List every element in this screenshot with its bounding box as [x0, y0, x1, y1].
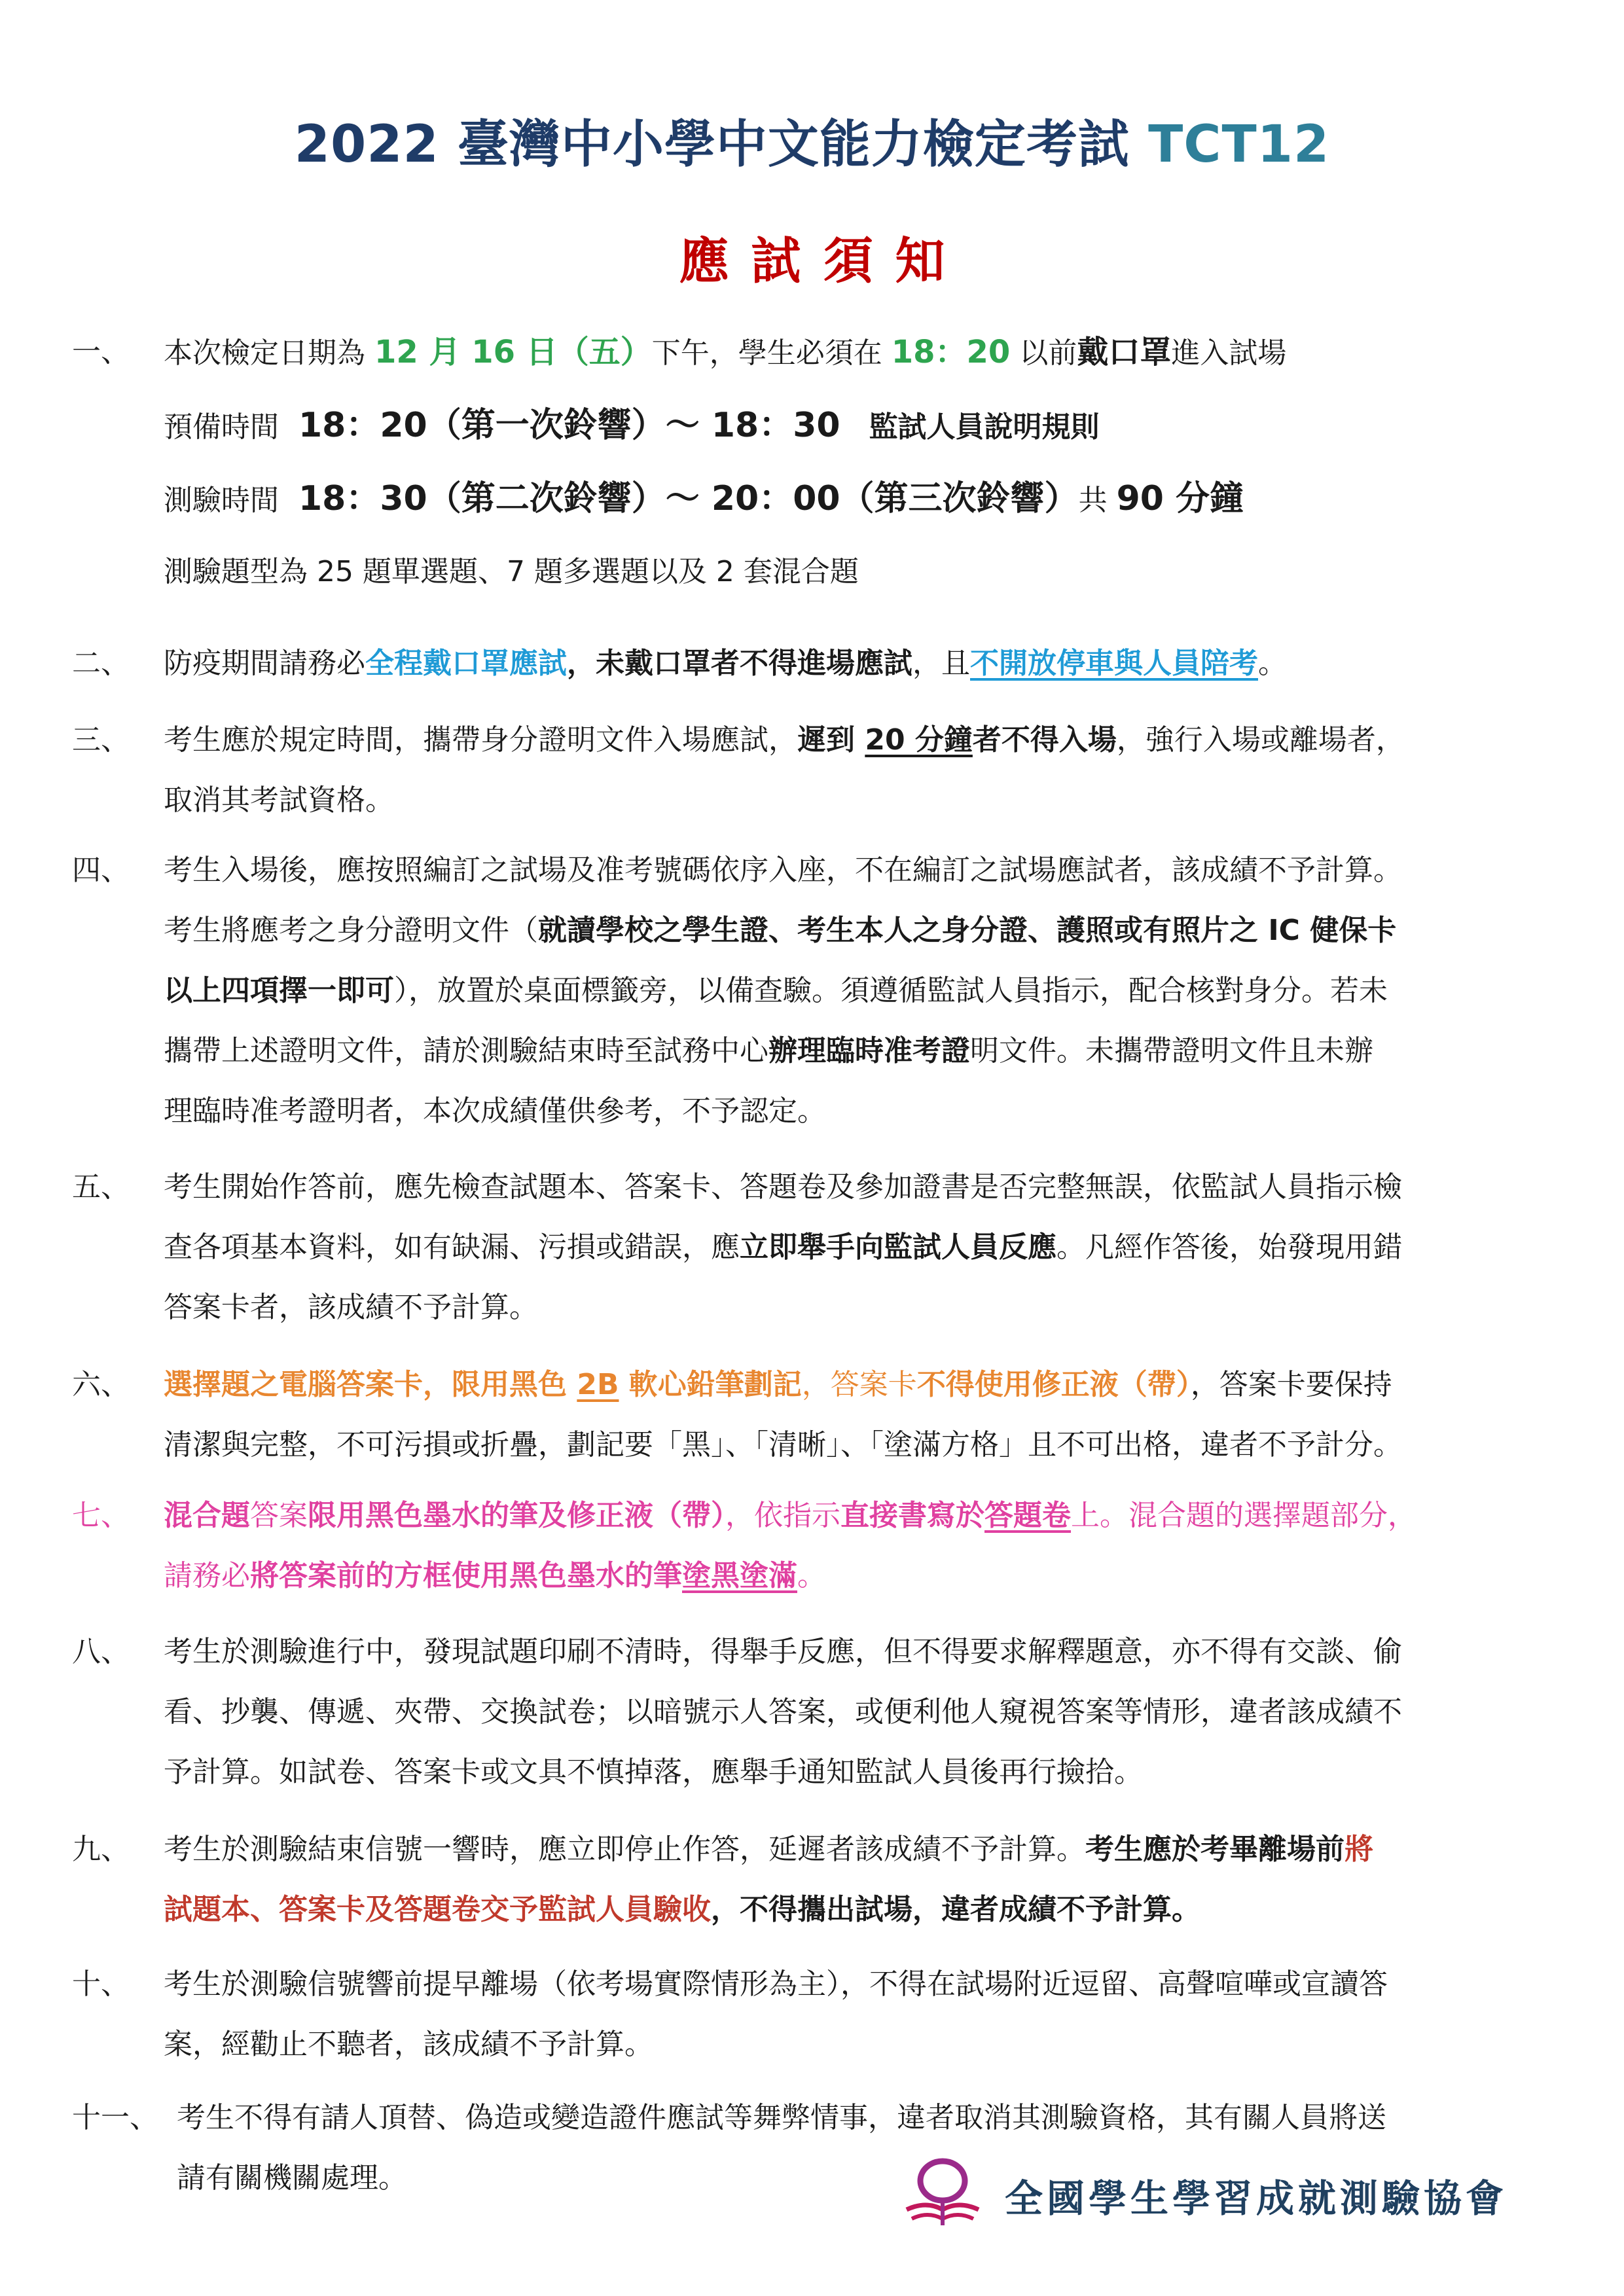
orange-bold-text: 選擇題之電腦答案卡，限用黑色 [164, 1368, 577, 1401]
item-line [164, 710, 1617, 770]
item-line: 看、抄襲、傳遞、夾帶、交換試卷；以暗號示人答案，或便利他人窺視答案等情形，違者該成績不 [164, 1695, 1402, 1729]
item-line [164, 901, 1617, 961]
text: 本次檢定日期為 [164, 336, 374, 370]
item-body [164, 1157, 1617, 1338]
item-line [164, 1355, 1617, 1415]
text: 。 [1258, 647, 1287, 680]
item-body [164, 840, 1617, 1141]
fill-text: 塗黑塗滿 [682, 1559, 797, 1592]
bold-text: 就讀學校之學生證、考生本人之身分證、護照或有照片之 IC 健保卡 [538, 914, 1397, 947]
orange-text: ，答案卡 [801, 1368, 917, 1401]
item-number: 六、 [72, 1368, 130, 1401]
text: 進入試場 [1171, 336, 1287, 370]
highlight-no-parking: 不開放停車與人員陪考 [970, 647, 1258, 680]
item-line: 取消其考試資格。 [164, 783, 394, 817]
bold-text: ，不得攜出試場，違者成績不予計算。 [711, 1893, 1200, 1926]
text: 。凡經作答後，始發現用錯 [1056, 1230, 1402, 1264]
bold-text: ，未戴口罩者不得進場應試 [567, 647, 912, 680]
bold-text: 以上四項擇一即可 [164, 974, 394, 1007]
organization-logo [900, 2153, 1542, 2232]
item-number: 一、 [72, 335, 130, 368]
item-line: 考生開始作答前，應先檢查試題本、答案卡、答題卷及參加證書是否完整無誤，依監試人員指示檢 [164, 1170, 1402, 1204]
pink-bold-text: 限用黑色墨水的筆及修正液（帶） [308, 1499, 725, 1532]
pink-text: 請務必 [164, 1559, 250, 1592]
item-line: 清潔與完整，不可污損或折疊，劃記要「黑」、「清晰」、「塗滿方格」且不可出格，違者不予計分。 [164, 1428, 1402, 1462]
test-time: 18：30（第二次鈴響）～ 20：00（第三次鈴響） [298, 479, 1079, 518]
prep-label: 預備時間 [164, 410, 279, 444]
item-number: 五、 [72, 1170, 130, 1204]
prep-desc: 監試人員說明規則 [869, 410, 1100, 444]
item-body [164, 322, 1617, 602]
title-code: TCT12 [1148, 115, 1330, 174]
item-line [164, 469, 1617, 529]
item-line: 測驗題型為 25 題單選題、7 題多選題以及 2 套混合題 [164, 555, 859, 588]
answer-sheet-text: 答題卷 [984, 1499, 1071, 1532]
prep-time: 18：20（第一次鈴響）～ 18：30 [298, 406, 840, 445]
item-line: 考生於測驗進行中，發現試題印刷不清時，得舉手反應，但不得要求解釋題意，亦不得有交談、偷 [164, 1635, 1402, 1668]
late-limit: 20 分鐘 [865, 723, 973, 757]
item-number: 十、 [72, 1967, 130, 2001]
text: 明文件。未攜帶證明文件且未辦 [970, 1034, 1373, 1067]
pink-bold-text: 混合題 [164, 1499, 250, 1532]
item-line: 考生不得有請人頂替、偽造或變造證件應試等舞弊情事，違者取消其測驗資格，其有關人員將送 [177, 2101, 1386, 2134]
item-line [164, 1820, 1617, 1880]
bold-text: 立即舉手向監試人員反應 [740, 1230, 1056, 1264]
item-number: 四、 [72, 853, 130, 887]
item-line: 請有關機關處理。 [177, 2161, 407, 2195]
item-line [164, 322, 1617, 382]
item-body [164, 1622, 1617, 1803]
item-line [164, 1546, 1617, 1606]
pink-text: 。 [797, 1559, 826, 1592]
orange-bold-text: 軟心鉛筆劃記 [619, 1368, 802, 1401]
pink-bold-text: 將答案前的方框使用黑色墨水的筆 [250, 1559, 682, 1592]
title-text: 2022 臺灣中小學中文能力檢定考試 [294, 115, 1149, 174]
entry-time: 18：20 [891, 334, 1011, 370]
duration: 90 分鐘 [1116, 479, 1244, 518]
text: 攜帶上述證明文件，請於測驗結束時至試務中心 [164, 1034, 768, 1067]
text: 考生於測驗結束信號一響時，應立即停止作答，延遲者該成績不予計算。 [164, 1833, 1085, 1866]
item-line: 答案卡者，該成績不予計算。 [164, 1291, 538, 1324]
test-label: 測驗時間 [164, 484, 279, 517]
text: 防疫期間請務必 [164, 647, 365, 680]
mask-text: 戴口罩 [1077, 334, 1172, 370]
item-number: 二、 [72, 647, 130, 680]
item-line: 理臨時准考證明者，本次成績僅供參考，不予認定。 [164, 1094, 826, 1128]
item-line [164, 1217, 1617, 1278]
bold-text: 辦理臨時准考證 [768, 1034, 970, 1067]
pink-bold-text: 直接書寫於 [840, 1499, 984, 1532]
item-body [164, 634, 1617, 694]
logo-mark-icon [900, 2153, 985, 2232]
pink-text: ，依指示 [725, 1499, 840, 1532]
text: 考生將應考之身分證明文件（ [164, 914, 538, 947]
item-line [164, 1021, 1617, 1081]
exam-date: 12 月 16 日（五） [374, 334, 652, 370]
item-line: 考生入場後，應按照編訂之試場及准考號碼依序入座，不在編訂之試場應試者，該成績不予計算。 [164, 853, 1402, 887]
item-body [164, 1954, 1617, 2075]
item-number: 十一、 [72, 2101, 158, 2134]
item-number: 九、 [72, 1833, 130, 1866]
item-body [164, 1355, 1617, 1475]
text: 考生應於規定時間，攜帶身分證明文件入場應試， [164, 723, 797, 757]
pencil-grade: 2B [577, 1368, 619, 1401]
page-title [0, 103, 1624, 177]
logo-text: 全國學生學習成就測驗協會 [1005, 2176, 1508, 2221]
item-number: 七、 [72, 1499, 130, 1532]
orange-bold-text: 不得使用修正液（帶） [916, 1368, 1191, 1401]
bold-text: 考生應於考畢離場前 [1085, 1833, 1344, 1866]
item-line [164, 1880, 1617, 1940]
item-body [164, 710, 1617, 831]
red-bold-text: 試題本、答案卡及答題卷交予監試人員驗收 [164, 1893, 711, 1926]
text: ），放置於桌面標籤旁，以備查驗。須遵循監試人員指示，配合核對身分。若未 [394, 974, 1388, 1007]
pink-text: 上。混合題的選擇題部分， [1071, 1499, 1416, 1532]
text: 共 [1078, 484, 1117, 517]
item-line [164, 1486, 1617, 1546]
item-line [164, 395, 1617, 456]
text: 下午，學生必須在 [651, 336, 892, 370]
bold-text: 遲到 [797, 723, 865, 757]
item-body [164, 1820, 1617, 1940]
pink-text: 答案 [250, 1499, 308, 1532]
text: ，強行入場或離場者， [1116, 723, 1405, 757]
red-bold-text: 將 [1344, 1833, 1373, 1866]
text: ，答案卡要保持 [1190, 1368, 1392, 1401]
page-subtitle: 應試須知 [679, 232, 967, 290]
text: ，且 [912, 647, 970, 680]
item-number: 三、 [72, 723, 130, 757]
bold-text: 者不得入場 [972, 723, 1117, 757]
item-body [164, 1486, 1617, 1606]
text: 以前 [1010, 336, 1077, 370]
item-line [164, 961, 1617, 1021]
item-line: 考生於測驗信號響前提早離場（依考場實際情形為主），不得在試場附近逗留、高聲喧嘩或宣讀答 [164, 1967, 1388, 2001]
item-line: 予計算。如試卷、答案卡或文具不慎掉落，應舉手通知監試人員後再行撿拾。 [164, 1755, 1143, 1789]
item-line: 案，經勸止不聽者，該成績不予計算。 [164, 2028, 653, 2061]
item-line [164, 634, 1617, 694]
item-number: 八、 [72, 1635, 130, 1668]
text: 查各項基本資料，如有缺漏、污損或錯誤，應 [164, 1230, 740, 1264]
highlight-mask: 全程戴口罩應試 [365, 647, 567, 680]
